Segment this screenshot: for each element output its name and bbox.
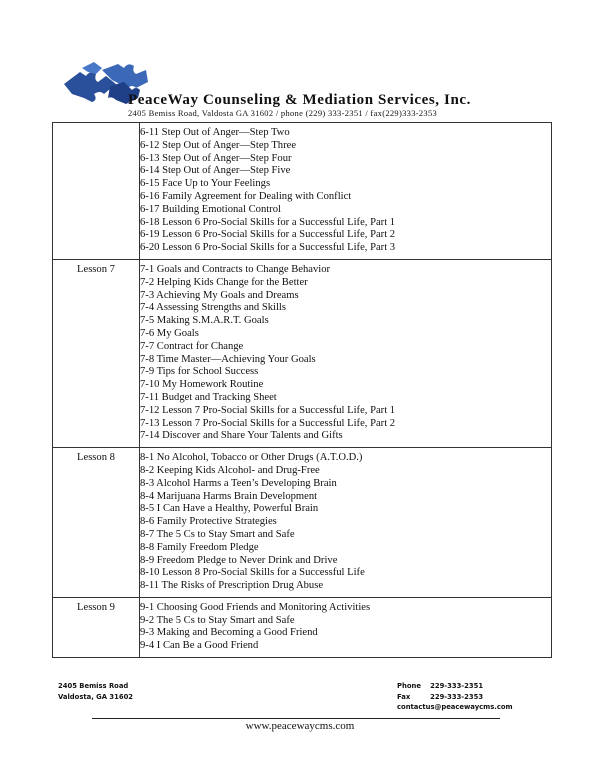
- list-item: 7-14 Discover and Share Your Talents and Gifts: [140, 430, 343, 442]
- list-item: 8-7 The 5 Cs to Stay Smart and Safe: [140, 528, 295, 540]
- footer-divider: [92, 718, 500, 719]
- list-item: 8-1 No Alcohol, Tobacco or Other Drugs (A.T.O.D.): [140, 452, 363, 464]
- address-line-1: 2405 Bemiss Road: [58, 682, 129, 690]
- phone-label: Phone: [397, 682, 421, 690]
- list-item: 6-17 Building Emotional Control: [140, 203, 281, 215]
- list-item: 8-10 Lesson 8 Pro-Social Skills for a Successful Life: [140, 567, 365, 579]
- list-item: 6-19 Lesson 6 Pro-Social Skills for a Successful Life, Part 2: [140, 229, 396, 241]
- table-row: [53, 123, 552, 260]
- list-item: 6-11 Step Out of Anger—Step Two: [140, 127, 290, 138]
- company-name: PeaceWay Counseling & Mediation Services, Inc.: [128, 92, 471, 108]
- list-item: 7-11 Budget and Tracking Sheet: [140, 391, 277, 403]
- phone-number: 229-333-2351: [430, 682, 484, 690]
- list-item: 6-20 Lesson 6 Pro-Social Skills for a Successful Life, Part 3: [140, 242, 396, 254]
- table-row: [53, 597, 552, 657]
- items-cell: [140, 259, 552, 447]
- list-item: 7-7 Contract for Change: [140, 340, 244, 352]
- fax-label: Fax: [397, 692, 411, 701]
- lesson-cell: [53, 448, 140, 598]
- table-row: [53, 448, 552, 598]
- list-item: 8-2 Keeping Kids Alcohol- and Drug-Free: [140, 464, 320, 476]
- fax-number: 229-333-2353: [430, 692, 484, 701]
- list-item: 8-11 The Risks of Prescription Drug Abuse: [140, 580, 324, 592]
- list-item: 6-15 Face Up to Your Feelings: [140, 178, 271, 190]
- list-item: 7-10 My Homework Routine: [140, 379, 264, 391]
- list-item: 7-5 Making S.M.A.R.T. Goals: [140, 315, 269, 327]
- list-item: 8-4 Marijuana Harms Brain Development: [140, 490, 318, 502]
- items-cell: [140, 597, 552, 657]
- lesson-cell: [53, 259, 140, 447]
- list-item: 9-1 Choosing Good Friends and Monitoring Activities: [140, 601, 371, 613]
- items-cell: [140, 448, 552, 598]
- list-item: 9-3 Making and Becoming a Good Friend: [140, 627, 318, 639]
- list-item: 8-5 I Can Have a Healthy, Powerful Brain: [140, 503, 319, 515]
- list-item: 6-12 Step Out of Anger—Step Three: [140, 139, 297, 151]
- lesson-cell: [53, 123, 140, 260]
- table-row: [53, 259, 552, 447]
- list-item: 6-16 Family Agreement for Dealing with Conflict: [140, 190, 352, 202]
- list-item: 7-8 Time Master—Achieving Your Goals: [140, 353, 316, 365]
- list-item: 8-6 Family Protective Strategies: [140, 516, 277, 528]
- footer-address: [58, 681, 133, 702]
- list-item: 9-4 I Can Be a Good Friend: [140, 640, 259, 652]
- list-item: 6-14 Step Out of Anger—Step Five: [140, 165, 291, 177]
- lesson-cell: [53, 597, 140, 657]
- footer-contact: [397, 681, 513, 713]
- list-item: 7-2 Helping Kids Change for the Better: [140, 276, 308, 288]
- email-link[interactable]: contactus@peacewaycms.com: [397, 703, 513, 711]
- list-item: 7-6 My Goals: [140, 327, 199, 339]
- contact-line: 2405 Bemiss Road, Valdosta GA 31602 / phone (229) 333-2351 / fax(229)333-2353: [128, 108, 438, 118]
- lesson-table: [52, 122, 552, 658]
- address-line-2: Valdosta, GA 31602: [58, 692, 134, 701]
- list-item: 7-3 Achieving My Goals and Dreams: [140, 289, 299, 301]
- list-item: 7-12 Lesson 7 Pro-Social Skills for a Successful Life, Part 1: [140, 404, 396, 416]
- list-item: 7-4 Assessing Strengths and Skills: [140, 302, 286, 314]
- list-item: 7-1 Goals and Contracts to Change Behavior: [140, 263, 331, 275]
- list-item: 8-9 Freedom Pledge to Never Drink and Drive: [140, 554, 338, 566]
- list-item: 6-18 Lesson 6 Pro-Social Skills for a Successful Life, Part 1: [140, 216, 396, 228]
- list-item: 7-13 Lesson 7 Pro-Social Skills for a Successful Life, Part 2: [140, 417, 396, 429]
- list-item: 7-9 Tips for School Success: [140, 366, 259, 378]
- list-item: 8-3 Alcohol Harms a Teen’s Developing Brain: [140, 477, 337, 489]
- website-link[interactable]: www.peacewaycms.com: [245, 720, 355, 732]
- list-item: 9-2 The 5 Cs to Stay Smart and Safe: [140, 614, 295, 626]
- items-cell: [140, 123, 552, 260]
- lesson-label: Lesson 8: [77, 452, 115, 464]
- list-item: 8-8 Family Freedom Pledge: [140, 541, 259, 553]
- list-item: 6-13 Step Out of Anger—Step Four: [140, 152, 292, 164]
- lesson-label: Lesson 7: [77, 263, 115, 275]
- lesson-label: Lesson 9: [77, 601, 115, 613]
